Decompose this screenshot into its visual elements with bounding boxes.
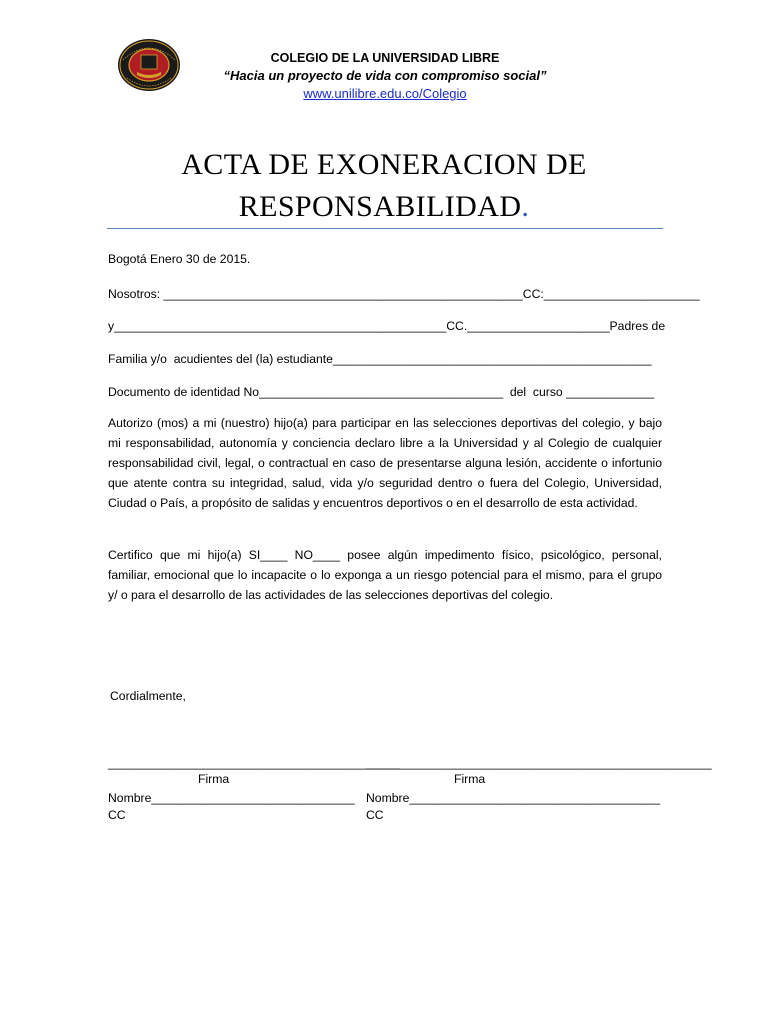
id-document-field: Documento de identidad No____________________________________ del curso _____________ bbox=[108, 385, 655, 399]
title-dot: . bbox=[521, 190, 530, 223]
right-firma-label: Firma bbox=[454, 772, 486, 786]
left-nombre-field: Nombre______________________________ bbox=[108, 791, 355, 805]
certification-paragraph: Certifico que mi hijo(a) SI____ NO____ posee algún impedimento físico, psicológico, personal, familiar, emocional que lo incapacite o lo exponga a un riesgo potencial para el mismo, para el grupo y/ o para el desarrollo de las actividades de las selecciones deportivas del colegio. bbox=[108, 548, 662, 602]
closing-text: Cordialmente, bbox=[110, 689, 186, 703]
right-cc-label: CC bbox=[366, 808, 384, 822]
school-name: COLEGIO DE LA UNIVERSIDAD LIBRE bbox=[270, 51, 500, 65]
left-firma-label: Firma bbox=[198, 772, 230, 786]
university-seal-logo bbox=[117, 38, 181, 92]
letterhead bbox=[188, 50, 582, 102]
title-divider bbox=[107, 228, 663, 229]
right-nombre-field: Nombre_____________________________________ bbox=[366, 791, 661, 805]
school-motto: “Hacia un proyecto de vida con compromiso social” bbox=[223, 68, 547, 83]
nosotros-field: Nosotros: _____________________________________________________CC:_______________________ bbox=[108, 287, 700, 301]
right-signature-line: ___________________________________________________ bbox=[366, 756, 712, 770]
second-parent-field: y_________________________________________________CC._____________________Padres de bbox=[108, 319, 666, 333]
title-line-2 bbox=[100, 186, 668, 228]
title-line-2-text: RESPONSABILIDAD bbox=[238, 190, 522, 223]
left-signature-line: ___________________________________________ bbox=[108, 756, 400, 770]
school-website-link[interactable]: www.unilibre.edu.co/Colegio bbox=[303, 86, 467, 101]
left-cc-label: CC bbox=[108, 808, 126, 822]
authorization-paragraph: Autorizo (mos) a mi (nuestro) hijo(a) para participar en las selecciones deportivas del colegio, y bajo mi responsabilidad, autonomía y conciencia declaro libre a la Universidad y al Colegio de cualquier responsabilidad civil, legal, o contractual en caso de presentarse alguna lesión, accidente o infortunio que atente contra su integridad, salud, vida y/o seguridad dentro o fuera del Colegio, Universidad, Ciudad o País, a propósito de salidas y encuentros deportivos o en el desarrollo de esta actividad. bbox=[108, 416, 662, 510]
student-field: Familia y/o acudientes del (la) estudiante_______________________________________________ bbox=[108, 352, 652, 366]
date-line: Bogotá Enero 30 de 2015. bbox=[108, 252, 251, 266]
document-title bbox=[100, 144, 668, 228]
title-line-1: ACTA DE EXONERACION DE bbox=[181, 148, 587, 181]
